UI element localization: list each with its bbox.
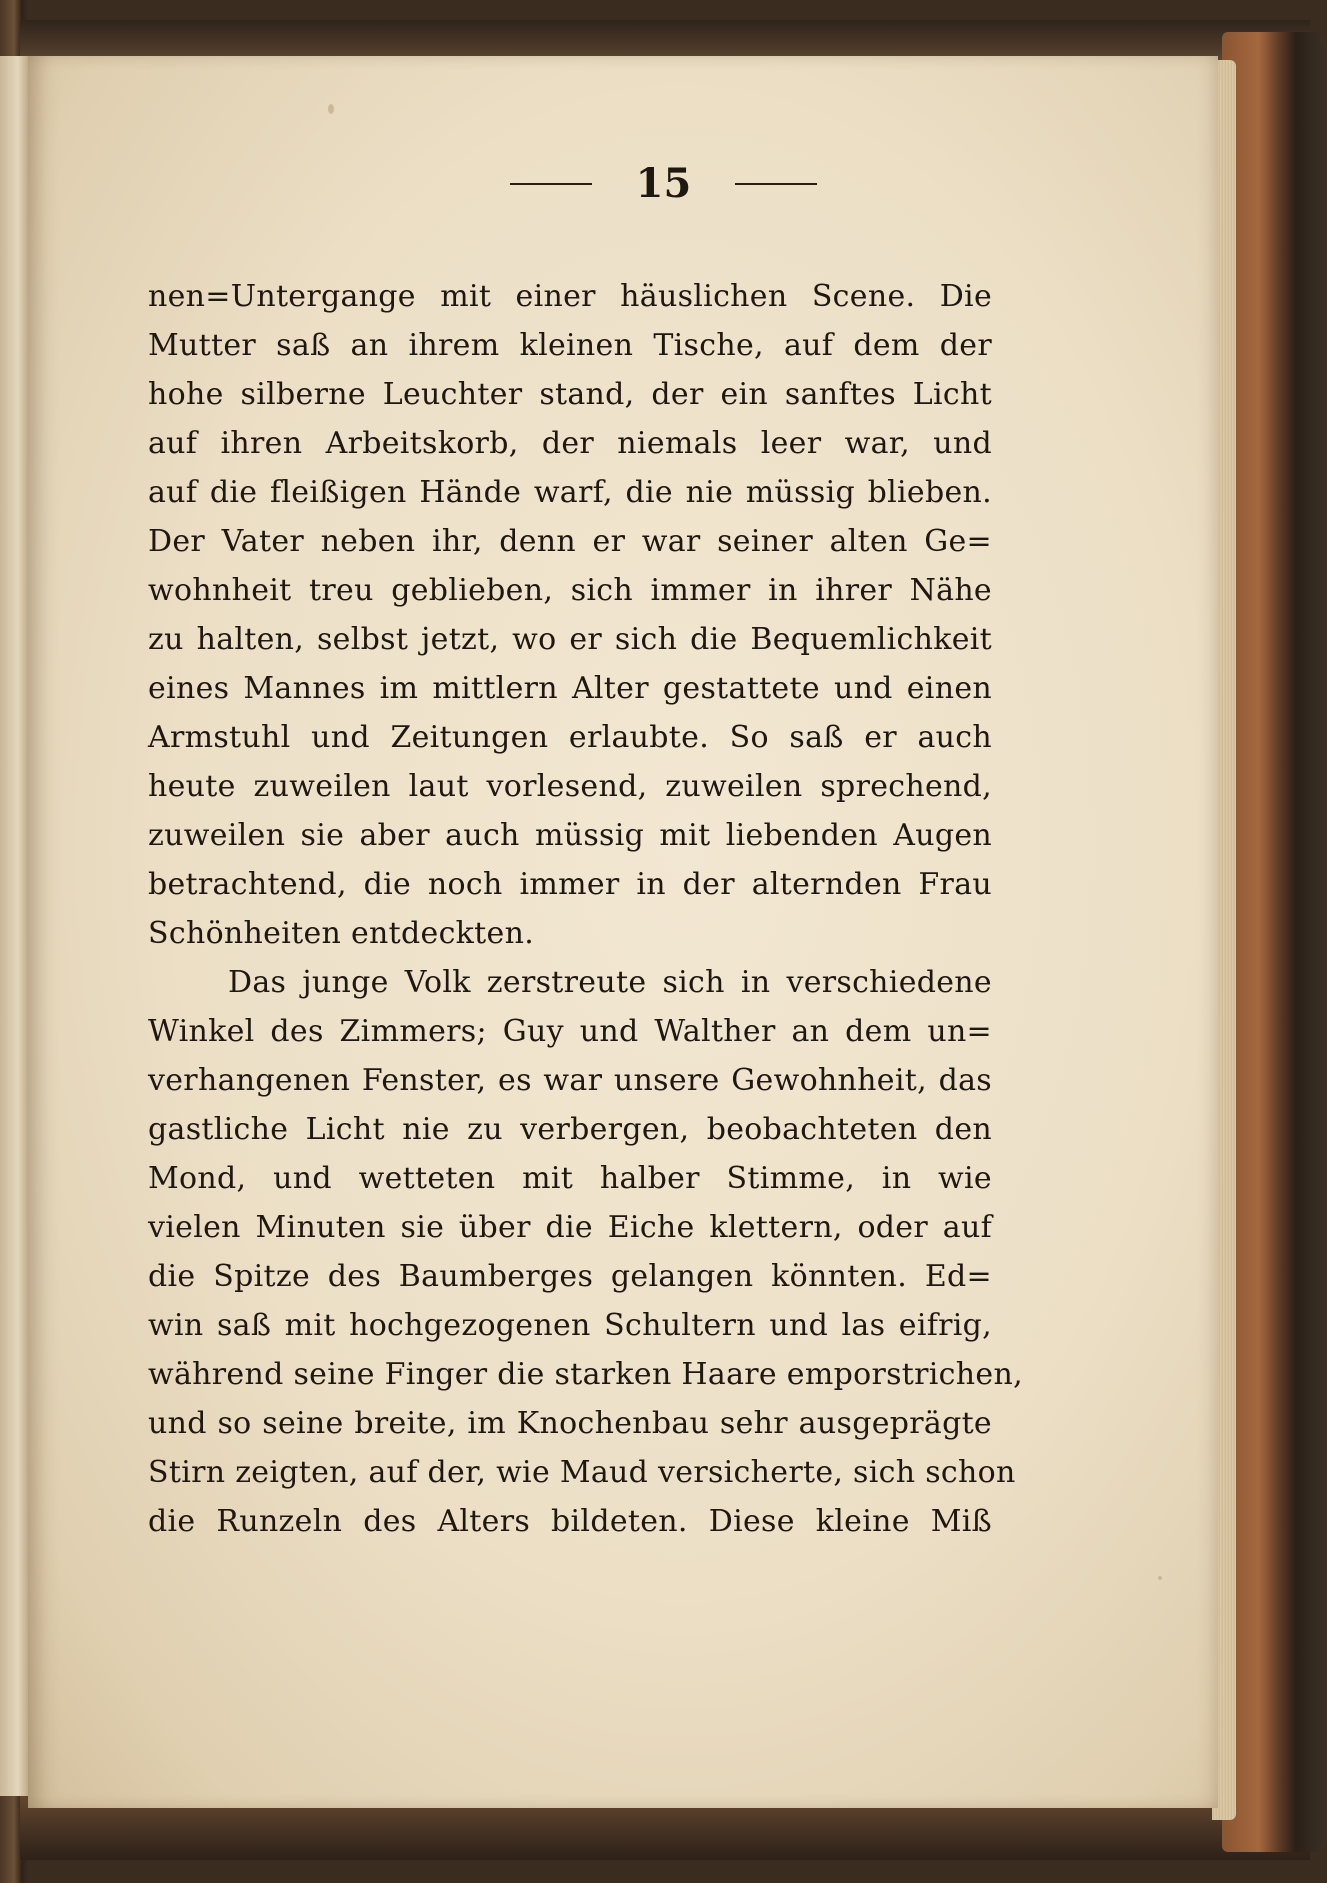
text-line: die Spitze des Baumberges gelangen könnten. Ed= [148, 1259, 992, 1294]
page-number: 15 [635, 160, 692, 207]
text-line: Armstuhl und Zeitungen erlaubte. So saß er auch [148, 720, 992, 755]
text-line: Schönheiten entdeckten. [148, 916, 535, 951]
body-text [148, 272, 1023, 1546]
text-line: Winkel des Zimmers; Guy und Walther an dem un= [148, 1014, 992, 1049]
text-line: verhangenen Fenster, es war unsere Gewohnheit, das [148, 1063, 992, 1098]
text-line: Der Vater neben ihr, denn er war seiner alten Ge= [148, 524, 992, 559]
text-line: die Runzeln des Alters bildeten. Diese kleine Miß [148, 1504, 992, 1539]
text-line: vielen Minuten sie über die Eiche klettern, oder auf [148, 1210, 992, 1245]
facing-page-edge [0, 56, 30, 1796]
paragraph-1 [148, 272, 992, 958]
text-line: Mond, und wetteten mit halber Stimme, in wie [148, 1161, 992, 1196]
text-line: auf ihren Arbeitskorb, der niemals leer war, und [148, 426, 992, 461]
page-header [0, 160, 1327, 210]
text-line: eines Mannes im mittlern Alter gestattete und einen [148, 671, 992, 706]
book-cover-spine [1222, 32, 1327, 1852]
text-line: zu halten, selbst jetzt, wo er sich die Bequemlichkeit [148, 622, 992, 657]
text-line: Stirn zeigten, auf der, wie Maud versicherte, sich schon [148, 1455, 1016, 1490]
text-line: hohe silberne Leuchter stand, der ein sanftes Licht [148, 377, 992, 412]
header-rule-left [510, 183, 592, 185]
text-line: heute zuweilen laut vorlesend, zuweilen sprechend, [148, 769, 992, 804]
text-line: gastliche Licht nie zu verbergen, beobachteten den [148, 1112, 992, 1147]
text-line: auf die fleißigen Hände warf, die nie müssig blieben. [148, 475, 992, 510]
paper-spot [1158, 1576, 1162, 1580]
text-line: betrachtend, die noch immer in der alternden Frau [148, 867, 992, 902]
text-line: wohnheit treu geblieben, sich immer in ihrer Nähe [148, 573, 992, 608]
text-line: win saß mit hochgezogenen Schultern und las eifrig, [148, 1308, 992, 1343]
header-rule-right [735, 183, 817, 185]
text-line: Das junge Volk zerstreute sich in verschiedene [228, 965, 992, 1000]
paper-spot [328, 104, 334, 114]
text-line: und so seine breite, im Knochenbau sehr ausgeprägte [148, 1406, 992, 1441]
text-line: nen=Untergange mit einer häuslichen Scene. Die [148, 279, 992, 314]
text-line: zuweilen sie aber auch müssig mit liebenden Augen [148, 818, 992, 853]
text-line: Mutter saß an ihrem kleinen Tische, auf dem der [148, 328, 992, 363]
paragraph-2 [148, 958, 1023, 1546]
text-line: während seine Finger die starken Haare emporstrichen, [148, 1357, 1023, 1392]
